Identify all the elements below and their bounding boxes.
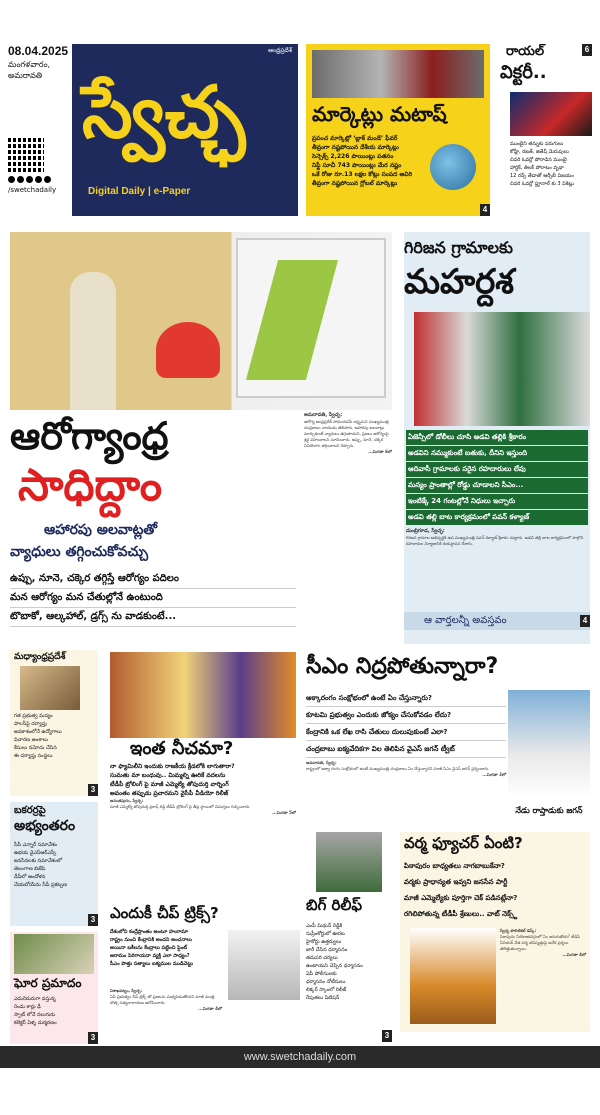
markets-title: మార్కెట్లు మటాష్ [312,102,447,126]
neecham-byline: ...మిగతా 5లో [272,810,296,815]
markets-page-number[interactable]: 4 [480,204,490,216]
lead-dateline: అమరావతి, స్వేచ్ఛ: [304,412,343,418]
madhya-line: కేసులు నమోదు చేసిన [14,745,57,751]
lead-sub-1: ఆహారపు అలవాట్లతో [44,522,158,538]
cheap-line: అయినా బకీలను కేంద్రాలు పట్టించి ఫ్లెంట్ [110,945,188,951]
relief-line: రేపుతలు పిటిషన్ [306,995,340,1001]
cm-column [306,760,506,778]
lead-bullet: మన ఆరోగ్యం మన చేతుల్లోనే ఉంటుంది [10,589,296,608]
lead-body: ఆరోగ్య ఆంధ్రప్రదేశ్ సాధించడమే లక్ష్యమని ముఖ్యమంత్రి చంద్రబాబు నాయుడు తెలిపారు. ఆహారపు అలవాట్లు మార్చుకుంటే వ్యాధులు తగ్గుతాయని, ప్రజలు ఆరోగ్యంపై శ్రద్ధ వహించాలని సూచించారు. ఉప్పు, నూనె, చక్కెర వినియోగం తగ్గించాలని చెప్పారు. [304,419,389,448]
cm-line: కూటమి ప్రభుత్వం ఎందుకు జోక్యం చేసుకోవడం లేదు? [306,707,506,724]
logo-subtitle: Digital Daily | e-Paper [88,186,191,197]
relief-line: ఉంటాయని చెప్పిన ధర్మాసనం [306,963,363,969]
neecham-photo [110,652,296,738]
ghora-page-number[interactable]: 3 [88,1032,98,1044]
sports-story[interactable] [496,44,592,216]
buck-line: చేయబోయేను సీపీ ప్రకట్చణ [14,882,67,888]
cheap-body: ఏపీ ప్రభుత్వం చీప్ ట్రిక్స్ తో ప్రజలను మభ్యపెడుతోందని మాజీ మంత్రి బొత్స సత్యనారాయణ ఆరోపించారు. [110,994,215,1005]
map-graphic [246,260,338,380]
ghora-lines [14,995,94,1027]
logo-title: స్వేచ్ఛ [82,70,246,154]
lead-column [304,412,392,455]
buck-page-number[interactable]: 3 [88,914,98,926]
buck-title-1: బకరర్రపై [14,805,46,816]
madhya-line: అవకాశంలోనే ఉద్యోగాలు [14,729,62,735]
sports-page-number[interactable]: 6 [582,44,592,56]
madhya-line: ఈ దర్యాప్తు సంస్థలు [14,753,53,759]
cm-line: అక్కారంగం సంక్షోభంలో ఉంటే ఏం చేస్తున్నారు? [306,690,506,707]
madhya-lines [14,712,94,760]
varma-lines [404,858,588,922]
tribal-title-1: గిరిజన గ్రామాలకు [404,238,513,257]
presentation-screen [236,238,386,398]
buck-line: సీపీ ఎన్నార్ సమావేశం [14,842,58,848]
tribal-lines [406,430,588,526]
lead-photo [10,232,392,410]
markets-line: సెన్సెక్స్ 2,226 పాయింట్లు పతనం [312,153,394,160]
buck-line: డీపీలో ఆందోళన [14,874,46,880]
x-icon[interactable] [26,176,33,183]
tribal-photo [414,312,590,426]
varma-byline: ...మిగతా 4లో [562,952,586,957]
lead-bullet: టొబాకో, ఆల్కహాల్, డ్రగ్స్ ను వాడకుంటే... [10,608,296,627]
cm-body: రాష్ట్రంలో ఆక్వా రంగం సంక్షోభంలో ఉంటే ముఖ్యమంత్రి చంద్రబాబు ఏం చేస్తున్నారని మాజీ సీఎం వైఎస్ జగన్ ప్రశ్నించారు. [306,766,490,771]
buck-line: జనసేనలకు సమావేశంలో [14,858,63,864]
cheap-line: సీఎం పొత్తు సత్యాలు ఐక్యముల ముడిచెట్టు [110,961,193,967]
tribal-page-number[interactable]: 4 [580,615,590,627]
relief-title: బిగ్ రిలీఫ్ [306,896,363,914]
tribal-line: అడవిని నమ్ముకుంటే బతుకు, దీనిని ఇస్తుంది [406,446,588,461]
cheap-line: ఆరామం పెరిగాయనా వ్యక్తి ఎలా సాధ్యం? [110,953,190,959]
cheap-column [110,988,222,1012]
tribal-line: ఏజెన్సీలో డోలీలు చూసి అడవి తల్లికి శ్రీకారం [406,430,588,445]
sports-photo [510,92,592,136]
neecham-lines [110,762,296,798]
sports-title-1: రాయల్ [506,44,545,59]
varma-line: మాజీ ఎమ్మెల్యేకు పూర్తిగా చెక్ పడినట్లేనా? [404,894,518,902]
ghora-title: ఘోర ప్రమాదం [14,976,82,990]
sports-line: చివరి ఓవర్లో పోరాడిన ముంబై [510,157,567,163]
sports-line: చివరి ఓవర్లో ఫ్రూనాల్ కు 3 వికెట్లు [510,181,574,187]
neecham-title: ఇంత నీచమా? [130,738,234,759]
varma-line: రగిలిపోతున్న టీడీపీ శ్రేణులు.. వాట్ నెక్స్ట్ [404,910,518,918]
markets-story[interactable] [306,44,490,216]
cm-title: సీఎం నిద్రపోతున్నారా? [306,654,499,679]
facebook-icon[interactable] [8,176,15,183]
lead-title-2: సాధిద్దాం [18,460,163,511]
tribal-dateline: డుంబ్రిగూడ, స్వేచ్ఛ: [406,528,445,534]
relief-line: సుప్రీంకోర్టులో ఊరట [306,931,345,937]
ghora-line: ఎదురెదురుగా వస్తున్న [14,996,56,1002]
globe-graphic [430,144,476,190]
neecham-dateline: అనంతపురం, స్వేచ్ఛ: [110,798,144,803]
buck-line: తెలంగాణ బిజేపి [14,866,46,872]
relief-line: జారీ చేసిన ధర్మాసనం [306,947,348,953]
masthead-left [8,44,70,214]
ghora-line: స్పాట్ లోనే నలుగురు [14,1012,56,1018]
neecham-column [110,798,296,816]
relief-lines [306,922,392,1002]
ghora-story[interactable] [10,932,98,1044]
madhya-page-number[interactable]: 3 [88,784,98,796]
social-icons[interactable] [8,176,70,183]
madhya-line: పాలసీపై దర్యాప్తు [14,721,47,727]
tribal-line: ఆదివాసీ గ్రామాలకు సరైన రహదారులు లేవు [406,462,588,477]
footer-url[interactable]: www.swetchadaily.com [243,1051,357,1063]
tribal-story[interactable] [404,232,590,644]
cheap-lines [110,928,222,968]
relief-story[interactable] [306,832,392,1042]
edition-tag: ఆంధ్రప్రదేశ్ [268,47,292,54]
madhya-line: విచారణ అంశాలు [14,737,48,743]
madhya-title: మధ్యాంధ్రప్రదేశ్ [14,652,66,662]
tribal-column [406,528,588,547]
varma-line: పిఠాపురం బాధ్యతలు నాగబాబుకేనా? [404,862,505,870]
markets-line: తీవ్రంగా నష్టపోయిన గ్లోబల్ మార్కెట్లు [312,180,398,187]
sports-line: కోహ్లీ, రజత్, జితేష్ మెరుపులు [510,149,569,155]
madhya-photo [20,666,80,710]
health-graphic [156,322,220,378]
neecham-line: అవంతం తప్పుడు ప్రచారమని వైసీపీ వీడియో రిలీజ్ [110,790,229,797]
whatsapp-icon[interactable] [44,176,51,183]
varma-line: వర్మకు ప్రాధాన్యత ఇవ్వని జనసేన పార్టీ [404,878,508,886]
ghora-line: కలెక్టర్ ఏళ్ళ దుర్మరణం [14,1020,57,1026]
sports-lines [510,140,592,188]
markets-line: నిఫ్టీ సూచీ 743 పాయింట్లు మేర నష్టం [312,162,402,169]
relief-page-number[interactable]: 3 [382,1030,392,1042]
neecham-line: నా ఫ్యామిలీని ఇందుకు రాజకీయ క్రీడలోకి లాగుతారా? [110,763,235,770]
relief-line: లిక్కర్ స్కాంలో రిలీజ్ [306,987,347,993]
relief-line: హైకోర్టు ఉత్తర్వులు [306,939,342,945]
issue-day: మంగళవారం, [8,60,51,69]
markets-line: ప్రపంచ మార్కెట్లో ‘బ్లాక్ మండే’ ఫీవర్ [312,135,398,142]
markets-line: ఒకే రోజు రూ.13 లక్షల కోట్లు సంపద ఆవిరి [312,171,413,178]
footer-bar [0,1046,600,1068]
varma-title: వర్మ ఫ్యూచర్ ఏంటి? [404,834,523,852]
ghora-line: రెండు కార్లు ఢీ [14,1004,41,1010]
relief-line: ఎంపీ మిథున్ రెడ్డికి [306,923,343,929]
varma-body: పిఠాపురం నియోజకవర్గంలో ఏం జరుగుతోంది? టీడీపీ సీనియర్ నేత వర్మ భవిష్యత్తుపై అనేక ప్రశ్నలు తలెత్తుతున్నాయి. [500,934,581,951]
relief-line: ధర్మాసనం నోటీసులు [306,979,346,985]
neecham-line: సుమతు మా బంధువు.. మిమ్మల్ని ఊరికే వదలను [110,772,226,779]
cm-line: చంద్రబాబు ఐక్యవేదికగా విల తెలిపిన వైఎస్ జగన్ ట్వీట్ [306,741,506,758]
lead-sub-2: వ్యాధులు తగ్గించుకోవచ్చు [10,544,149,560]
relief-line: ఏపీ పోలీసులకు [306,971,337,977]
jagan-photo [508,690,590,798]
neecham-story[interactable] [110,650,296,828]
lead-story[interactable] [10,232,392,644]
markets-line: తీవ్రంగా నష్టపోయిన దేశీయ మార్కెట్లు [312,144,399,151]
varma-dateline: స్వేచ్ఛ పొలిటికల్ డెస్క్: [500,928,537,933]
madhya-line: గత ప్రభుత్వ మద్యం [14,713,53,719]
tribal-line: ఇంటిక్కే 24 గంటల్లోనే నిధులు ఇచ్చారు [406,494,588,509]
lead-bullet: ఉప్పు, నూనె, చక్కెర తగ్గిస్తే ఆరోగ్యం పదిలం [10,570,296,589]
tribal-line: మన్యం ప్రాంతాల్లో రోడ్డు చూడాలని సీఎం... [406,478,588,493]
sports-line: 12 రన్స్ తేడాతో ఆర్సీబీ విజయం [510,173,574,179]
cm-line: కేంద్రానికి ఒక లేఖ రాసి చేతులు దులుపుకుంటే ఎలా? [306,724,506,741]
accident-photo [14,934,94,974]
cheap-story[interactable] [110,904,300,1036]
varma-column [500,928,586,958]
sports-line: హార్దిక్, తిలక్ పోరాటం వృథా [510,165,564,171]
cm-caption: నేడు రాప్తాడుకు జగన్ [515,806,583,815]
cm-figure [70,272,116,410]
youtube-icon[interactable] [35,176,42,183]
tribal-line: అడవి తల్లి బాట కార్యక్రమంలో పవన్ కళ్యాణ్ [406,510,588,525]
social-handle[interactable]: /swetchadaily [8,186,57,194]
cheap-dateline: విశాఖపట్నం, స్వేచ్ఛ: [110,988,143,993]
neecham-body: మాజీ ఎమ్మెల్యే తోపుదుర్తి ప్రకాష్ రెడ్డి టీడీపీ ట్రోలింగ్ పై తీవ్ర స్థాయిలో విమర్శలు గుప్పించారు. [110,804,251,809]
masthead-logo [72,44,298,216]
sports-line: ముంబైని తన్నుకు పరుగులు [510,141,564,147]
cm-dateline: అమరావతి, స్వేచ్ఛ: [306,760,337,765]
botsa-photo [228,930,300,1000]
qr-code[interactable] [8,136,44,172]
instagram-icon[interactable] [17,176,24,183]
tribal-title-2: మహర్దశ [404,262,514,302]
cm-lines [306,690,506,758]
buck-title-2: అభ్యంతరం [14,818,76,834]
madhya-story[interactable] [10,650,98,796]
buck-story[interactable] [10,802,98,926]
cm-byline: ...మిగతా 3లో [482,772,506,777]
lead-byline: ...మిగతా 6లో [368,449,392,454]
cheap-title: ఎందుకీ చీప్ ట్రిక్స్? [110,904,219,922]
neecham-line: టీడీపీ ట్రోలింగ్ పై మాజీ ఎమ్మెల్యే తోపుదుర్తి వార్నింగ్ [110,781,229,788]
lead-bullets [10,570,296,627]
issue-date: 08.04.2025 [8,44,69,58]
cheap-line: రాష్ట్రం నుంచి కేంద్రానికి అందని అంచనాలు [110,937,192,943]
buck-line: ఉభయ వైఎస్ఆర్ఎస్సీ [14,850,57,856]
markets-lines [312,134,430,188]
issue-place: అమరావతి [8,71,43,80]
mithun-photo [316,832,382,892]
lead-title-1: ఆరోగ్యాంధ్ర [10,414,169,458]
relief-line: తదుపరి చర్యలు [306,955,338,961]
varma-photo [410,928,496,1024]
tribal-bar-text: ఆ వార్తలన్నీ అవస్తవం [424,615,507,626]
tribal-bottom-bar [404,612,590,630]
tribal-body: గిరిజన గ్రామాల అభివృద్ధికి ఉప ముఖ్యమంత్రి పవన్ కళ్యాణ్ శ్రీకారం చుట్టారు. అడవి తల్లి బాట కార్యక్రమంలో పాల్గొని రహదారుల నిర్మాణానికి శంకుస్థాపన చేశారు. [406,535,584,546]
buck-lines [14,841,94,889]
markets-photo [312,50,484,98]
cm-story[interactable] [306,650,590,828]
sports-title-2: విక్టరీ.. [500,62,547,83]
varma-story[interactable] [400,832,590,1032]
cheap-line: దేశంలోని కంద్రేప్రాంతం అంటూ హంగామా [110,929,189,935]
cheap-byline: ...మిగతా 4లో [198,1006,222,1011]
